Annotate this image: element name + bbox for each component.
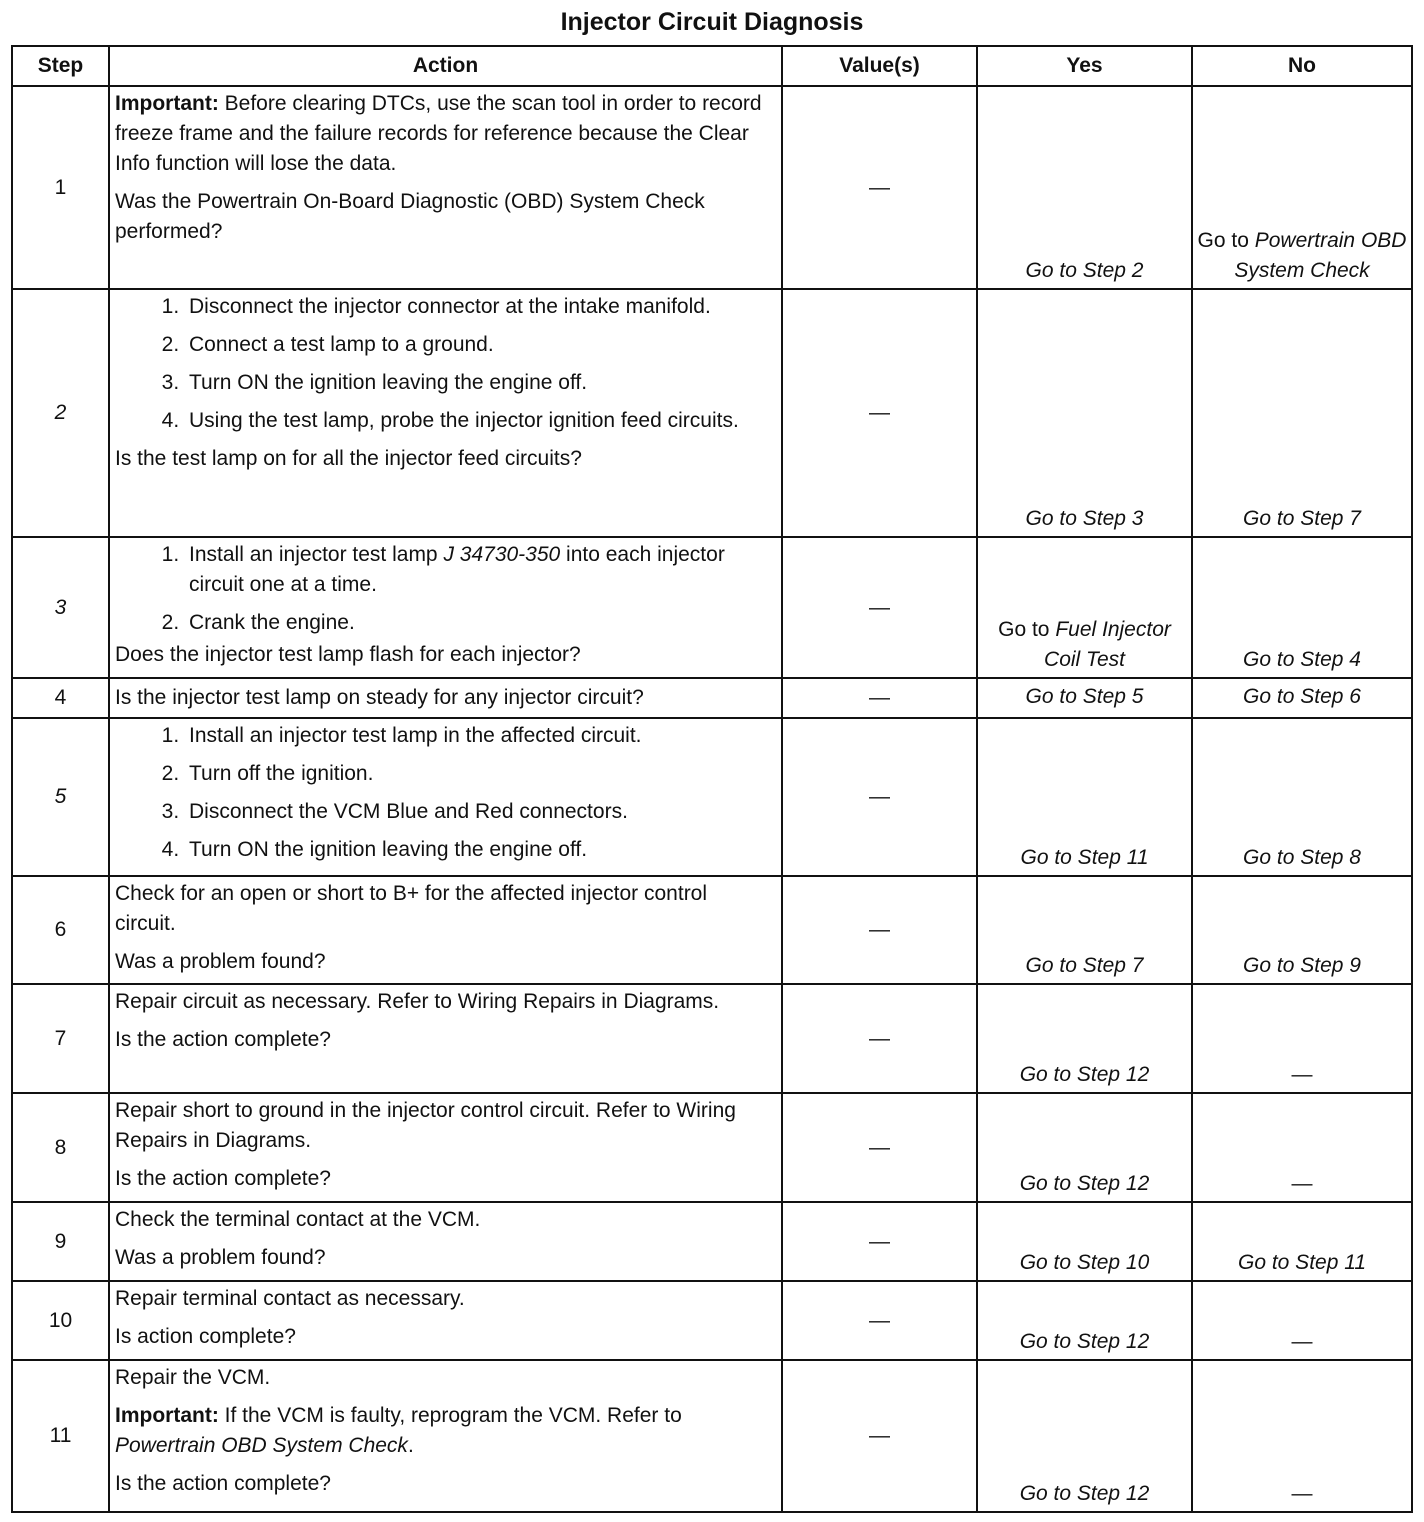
table-row (12, 1360, 1412, 1512)
action-cell (109, 984, 782, 1093)
important-label: Important: (115, 1404, 219, 1427)
action-question: Does the injector test lamp flash for each injector? (115, 643, 581, 666)
table-row (12, 537, 1412, 678)
no-cell: — (1192, 1281, 1412, 1360)
action-cell (109, 289, 782, 537)
no-cell: — (1192, 1093, 1412, 1202)
action-cell (109, 1281, 782, 1360)
table-row (12, 1202, 1412, 1281)
yes-cell: Go to Step 7 (977, 876, 1192, 984)
step-number: 11 (12, 1360, 109, 1512)
table-row (12, 984, 1412, 1093)
yes-cell (977, 537, 1192, 678)
table-row (12, 718, 1412, 876)
action-question: Was the Powertrain On-Board Diagnostic (OBD) System Check performed? (115, 190, 705, 243)
value-cell: — (782, 984, 977, 1093)
action-question: Is the action complete? (115, 1167, 331, 1190)
yes-cell: Go to Step 3 (977, 289, 1192, 537)
action-question: Is the action complete? (115, 1472, 331, 1495)
table-header-row (12, 46, 1412, 86)
value-cell: — (782, 1202, 977, 1281)
action-cell (109, 1360, 782, 1512)
step-number: 8 (12, 1093, 109, 1202)
tool-number: J 34730-350 (443, 543, 561, 566)
action-question: Was a problem found? (115, 1246, 326, 1269)
action-question: Was a problem found? (115, 950, 326, 973)
no-cell: — (1192, 984, 1412, 1093)
value-cell: — (782, 718, 977, 876)
header-no: No (1192, 46, 1412, 86)
action-question: Is action complete? (115, 1325, 296, 1348)
step-number: 2 (12, 289, 109, 537)
table-row (12, 1093, 1412, 1202)
action-list (115, 292, 773, 436)
list-item: 2. Connect a test lamp to a ground. (185, 330, 773, 360)
table-row (12, 289, 1412, 537)
yes-cell: Go to Step 11 (977, 718, 1192, 876)
no-cell: Go to Step 6 (1192, 678, 1412, 718)
list-item: 2. Crank the engine. (185, 608, 773, 638)
action-text: Check the terminal contact at the VCM. (115, 1208, 481, 1231)
action-text: Repair short to ground in the injector control circuit. Refer to Wiring Repairs in Diagrams. (115, 1099, 736, 1152)
yes-cell: Go to Step 12 (977, 1360, 1192, 1512)
header-action: Action (109, 46, 782, 86)
important-text: . (407, 1434, 414, 1457)
page-title: Injector Circuit Diagnosis (560, 8, 864, 36)
list-item: 1. Install an injector test lamp in the affected circuit. (185, 721, 773, 751)
yes-cell: Go to Step 12 (977, 1281, 1192, 1360)
important-text: If the VCM is faulty, reprogram the VCM. Refer to (218, 1404, 682, 1427)
step-number: 7 (12, 984, 109, 1093)
value-cell: — (782, 678, 977, 718)
value-cell: — (782, 1360, 977, 1512)
important-label: Important: (115, 92, 219, 115)
no-link: Powertrain OBD System Check (1234, 229, 1407, 282)
value-cell: — (782, 876, 977, 984)
action-text: Repair terminal contact as necessary. (115, 1287, 465, 1310)
action-list (115, 721, 773, 865)
action-cell (109, 1093, 782, 1202)
action-important (115, 1401, 773, 1461)
no-cell: Go to Step 11 (1192, 1202, 1412, 1281)
yes-cell: Go to Step 12 (977, 1093, 1192, 1202)
diagnosis-table (11, 45, 1413, 1513)
table-row (12, 678, 1412, 718)
action-cell (109, 876, 782, 984)
no-cell: Go to Step 7 (1192, 289, 1412, 537)
action-question: Is the test lamp on for all the injector feed circuits? (115, 447, 582, 470)
list-item: 4. Turn ON the ignition leaving the engine off. (185, 835, 773, 865)
yes-cell: Go to Step 10 (977, 1202, 1192, 1281)
action-cell (109, 1202, 782, 1281)
list-item: 2. Turn off the ignition. (185, 759, 773, 789)
value-cell: — (782, 86, 977, 289)
no-cell: Go to Step 8 (1192, 718, 1412, 876)
no-cell (1192, 86, 1412, 289)
step-number: 6 (12, 876, 109, 984)
table-row (12, 86, 1412, 289)
important-link: Powertrain OBD System Check (115, 1434, 408, 1457)
action-list (115, 540, 773, 638)
list-item: 1. Disconnect the injector connector at the intake manifold. (185, 292, 773, 322)
value-cell: — (782, 289, 977, 537)
step-number: 4 (12, 678, 109, 718)
yes-link: Fuel Injector Coil Test (1044, 618, 1171, 671)
list-item: 4. Using the test lamp, probe the injector ignition feed circuits. (185, 406, 773, 436)
action-important (115, 89, 773, 179)
table-row (12, 876, 1412, 984)
yes-cell: Go to Step 2 (977, 86, 1192, 289)
action-text: Check for an open or short to B+ for the affected injector control circuit. (115, 882, 708, 935)
step-number: 3 (12, 537, 109, 678)
action-cell (109, 718, 782, 876)
yes-cell: Go to Step 12 (977, 984, 1192, 1093)
item-text: into each injector circuit one at a time. (189, 543, 725, 596)
header-yes: Yes (977, 46, 1192, 86)
action-cell (109, 537, 782, 678)
yes-cell: Go to Step 5 (977, 678, 1192, 718)
action-question: Is the injector test lamp on steady for any injector circuit? (115, 686, 644, 709)
action-text: Repair circuit as necessary. Refer to Wiring Repairs in Diagrams. (115, 990, 720, 1013)
step-number: 5 (12, 718, 109, 876)
value-cell: — (782, 1093, 977, 1202)
no-cell: — (1192, 1360, 1412, 1512)
step-number: 9 (12, 1202, 109, 1281)
step-number: 1 (12, 86, 109, 289)
item-text: Install an injector test lamp (189, 543, 444, 566)
yes-prefix: Go to (998, 618, 1056, 641)
action-question: Is the action complete? (115, 1028, 331, 1051)
header-step: Step (12, 46, 109, 86)
list-item: 3. Turn ON the ignition leaving the engine off. (185, 368, 773, 398)
value-cell: — (782, 537, 977, 678)
action-cell (109, 86, 782, 289)
no-cell: Go to Step 4 (1192, 537, 1412, 678)
step-number: 10 (12, 1281, 109, 1360)
header-values: Value(s) (782, 46, 977, 86)
value-cell: — (782, 1281, 977, 1360)
list-item (185, 540, 773, 600)
list-item: 3. Disconnect the VCM Blue and Red connectors. (185, 797, 773, 827)
important-text: Before clearing DTCs, use the scan tool in order to record freeze frame and the failure records for reference because the Clear Info function will lose the data. (115, 92, 762, 175)
no-cell: Go to Step 9 (1192, 876, 1412, 984)
no-prefix: Go to (1197, 229, 1255, 252)
action-cell (109, 678, 782, 718)
table-row (12, 1281, 1412, 1360)
action-text: Repair the VCM. (115, 1366, 271, 1389)
